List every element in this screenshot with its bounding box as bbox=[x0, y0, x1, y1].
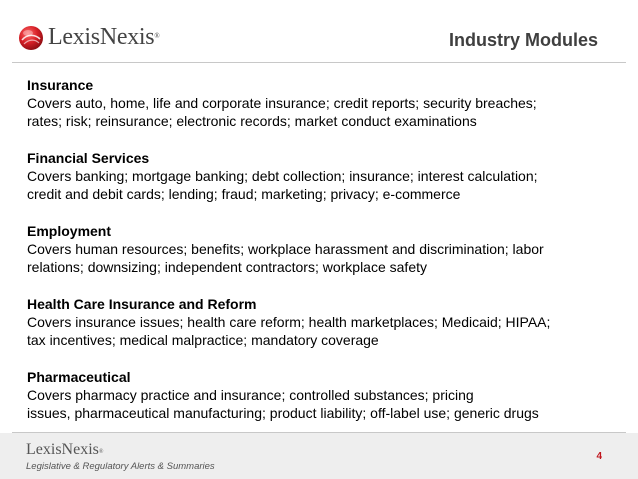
footer-brand bbox=[26, 442, 215, 472]
footer bbox=[0, 433, 638, 479]
module-heading: Health Care Insurance and Reform bbox=[27, 296, 257, 312]
footer-logo: LexisNexis® bbox=[26, 441, 104, 458]
modules-list bbox=[27, 76, 617, 441]
lexisnexis-logo bbox=[18, 24, 159, 51]
module-description-line: rates; risk; reinsurance; electronic records; market conduct examinations bbox=[27, 113, 477, 129]
page-number: 4 bbox=[596, 451, 602, 462]
footer-tagline: Legislative & Regulatory Alerts & Summaries bbox=[26, 461, 215, 472]
module-heading: Financial Services bbox=[27, 150, 150, 166]
module-insurance bbox=[27, 76, 617, 130]
header-divider bbox=[12, 62, 626, 63]
module-description-line: Covers pharmacy practice and insurance; controlled substances; pricing bbox=[27, 387, 474, 403]
lexisnexis-globe-icon bbox=[18, 25, 44, 51]
module-description-line: issues, pharmaceutical manufacturing; product liability; off-label use; generic drugs bbox=[27, 405, 539, 421]
module-financial-services bbox=[27, 149, 617, 203]
module-description-line: Covers banking; mortgage banking; debt collection; insurance; interest calculation; bbox=[27, 168, 538, 184]
page-title: Industry Modules bbox=[448, 30, 598, 50]
module-pharmaceutical bbox=[27, 368, 617, 422]
module-heading: Pharmaceutical bbox=[27, 369, 131, 385]
module-heading: Employment bbox=[27, 223, 112, 239]
logo-text: LexisNexis® bbox=[48, 24, 160, 50]
module-heading: Insurance bbox=[27, 77, 94, 93]
module-description-line: relations; downsizing; independent contractors; workplace safety bbox=[27, 259, 427, 275]
module-description-line: Covers auto, home, life and corporate insurance; credit reports; security breaches; bbox=[27, 95, 537, 111]
module-description-line: Covers insurance issues; health care reform; health marketplaces; Medicaid; HIPAA; bbox=[27, 314, 551, 330]
header bbox=[0, 0, 638, 62]
module-description-line: tax incentives; medical malpractice; mandatory coverage bbox=[27, 332, 379, 348]
module-health-care bbox=[27, 295, 617, 349]
module-employment bbox=[27, 222, 617, 276]
module-description-line: Covers human resources; benefits; workplace harassment and discrimination; labor bbox=[27, 241, 544, 257]
module-description-line: credit and debit cards; lending; fraud; marketing; privacy; e-commerce bbox=[27, 186, 461, 202]
